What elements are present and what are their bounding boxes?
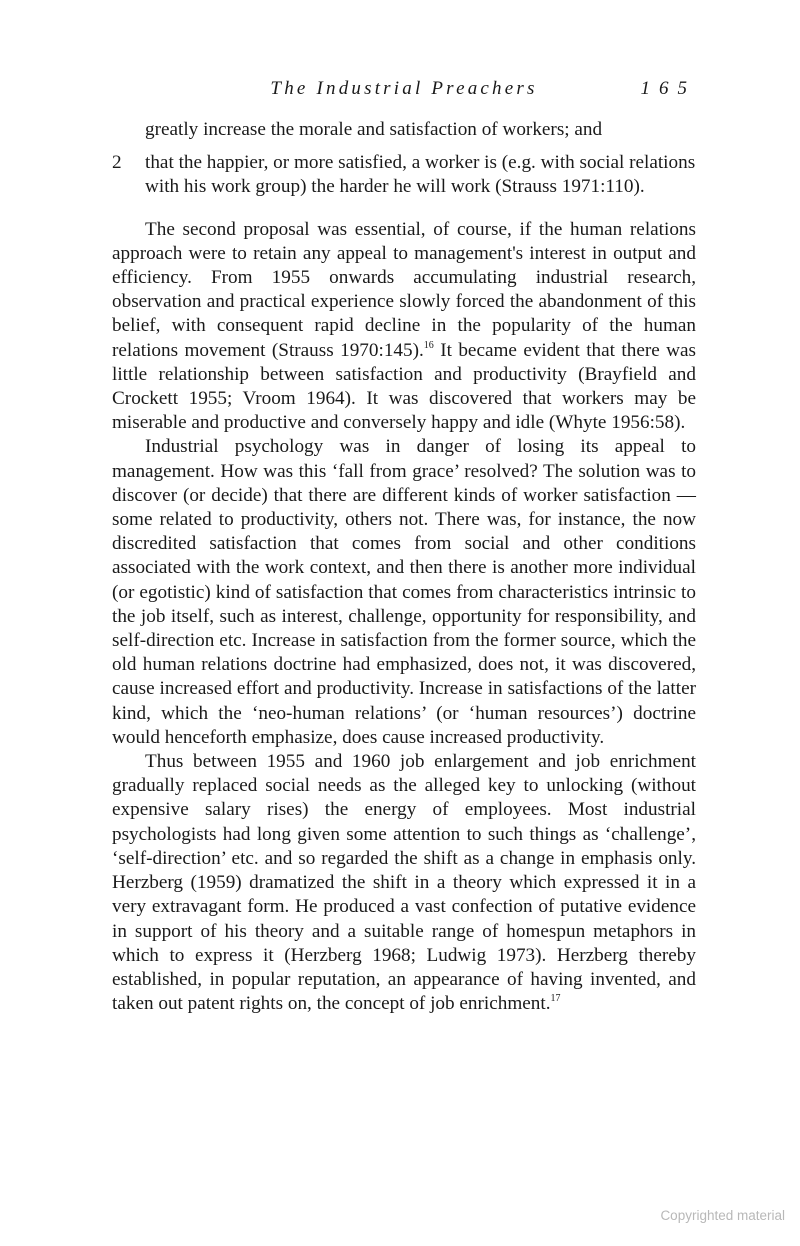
paragraph-text: Industrial psychology was in danger of losing its appeal to management. How was this ‘fall from grace’ resolved? The solution was to discover (or decide) that there are different kinds of worker satisfaction — some related to productivity, others not. There was, for instance, the now discredited satisfaction that comes from social and other conditions associated with the work context, and then there is another more individual (or egotistic) kind of satisfaction that comes from characteristics intrinsic to the job itself, such as interest, challenge, opportunity for responsibility, and self-direction etc. Increase in satisfaction from the former source, which the old human relations doctrine had emphasized, does not, it was discovered, cause increased effort and productivity. Increase in satisfactions of the latter kind, which the ‘neo-human relations’ (or ‘human resources’) doctrine would henceforth emphasize, does cause increased productivity. bbox=[112, 436, 696, 748]
paragraph-text: It became evident that there was little relationship between satisfaction and productivity (Brayfield and Crockett 1955; Vroom 1964). It was discovered that workers may be miserable and productive and conversely happy and idle (Whyte 1956:58). bbox=[112, 339, 696, 434]
list-item bbox=[112, 151, 696, 199]
paragraph-text: The second proposal was essential, of course, if the human relations approach were to retain any appeal to management's interest in output and efficiency. From 1955 onwards accumulating industrial research, observation and practical experience slowly forced the abandonment of this belief, with consequent rapid decline in the popularity of the human relations movement (Strauss 1970:145). bbox=[112, 218, 696, 361]
paragraph bbox=[112, 750, 696, 1016]
running-title: The Industrial Preachers bbox=[270, 78, 538, 99]
copyright-watermark: Copyrighted material bbox=[660, 1208, 785, 1223]
list-item-number: 2 bbox=[112, 152, 122, 174]
footnote-marker[interactable]: 17 bbox=[550, 993, 561, 1005]
list-item bbox=[112, 118, 696, 142]
paragraph bbox=[112, 218, 696, 436]
list-item-text: that the happier, or more satisfied, a worker is (e.g. with social relations with his work group) the harder he will work (Strauss 1971:110). bbox=[145, 152, 696, 198]
page-number: 165 bbox=[640, 78, 696, 99]
running-head bbox=[112, 78, 696, 108]
footnote-marker[interactable]: 16 bbox=[423, 339, 434, 351]
list-item-text: greatly increase the morale and satisfaction of workers; and bbox=[145, 119, 603, 140]
book-page bbox=[112, 78, 696, 1016]
paragraph-text: Thus between 1955 and 1960 job enlargement and job enrichment gradually replaced social needs as the alleged key to unlocking (without expensive salary rises) the energy of employees. Most industrial psychologists had long given some attention to such things as ‘challenge’, ‘self-direction’ etc. and so regarded the shift as a change in emphasis only. Herzberg (1959) dramatized the shift in a theory which expressed it in a very extravagant form. He produced a vast confection of putative evidence in support of his theory and a suitable range of homespun metaphors in which to express it (Herzberg 1968; Ludwig 1973). Herzberg thereby established, in popular reputation, an appearance of having invented, and taken out patent rights on, the concept of job enrichment. bbox=[112, 751, 696, 1015]
paragraph bbox=[112, 435, 696, 750]
numbered-list bbox=[112, 118, 696, 200]
body-text bbox=[112, 218, 696, 1017]
